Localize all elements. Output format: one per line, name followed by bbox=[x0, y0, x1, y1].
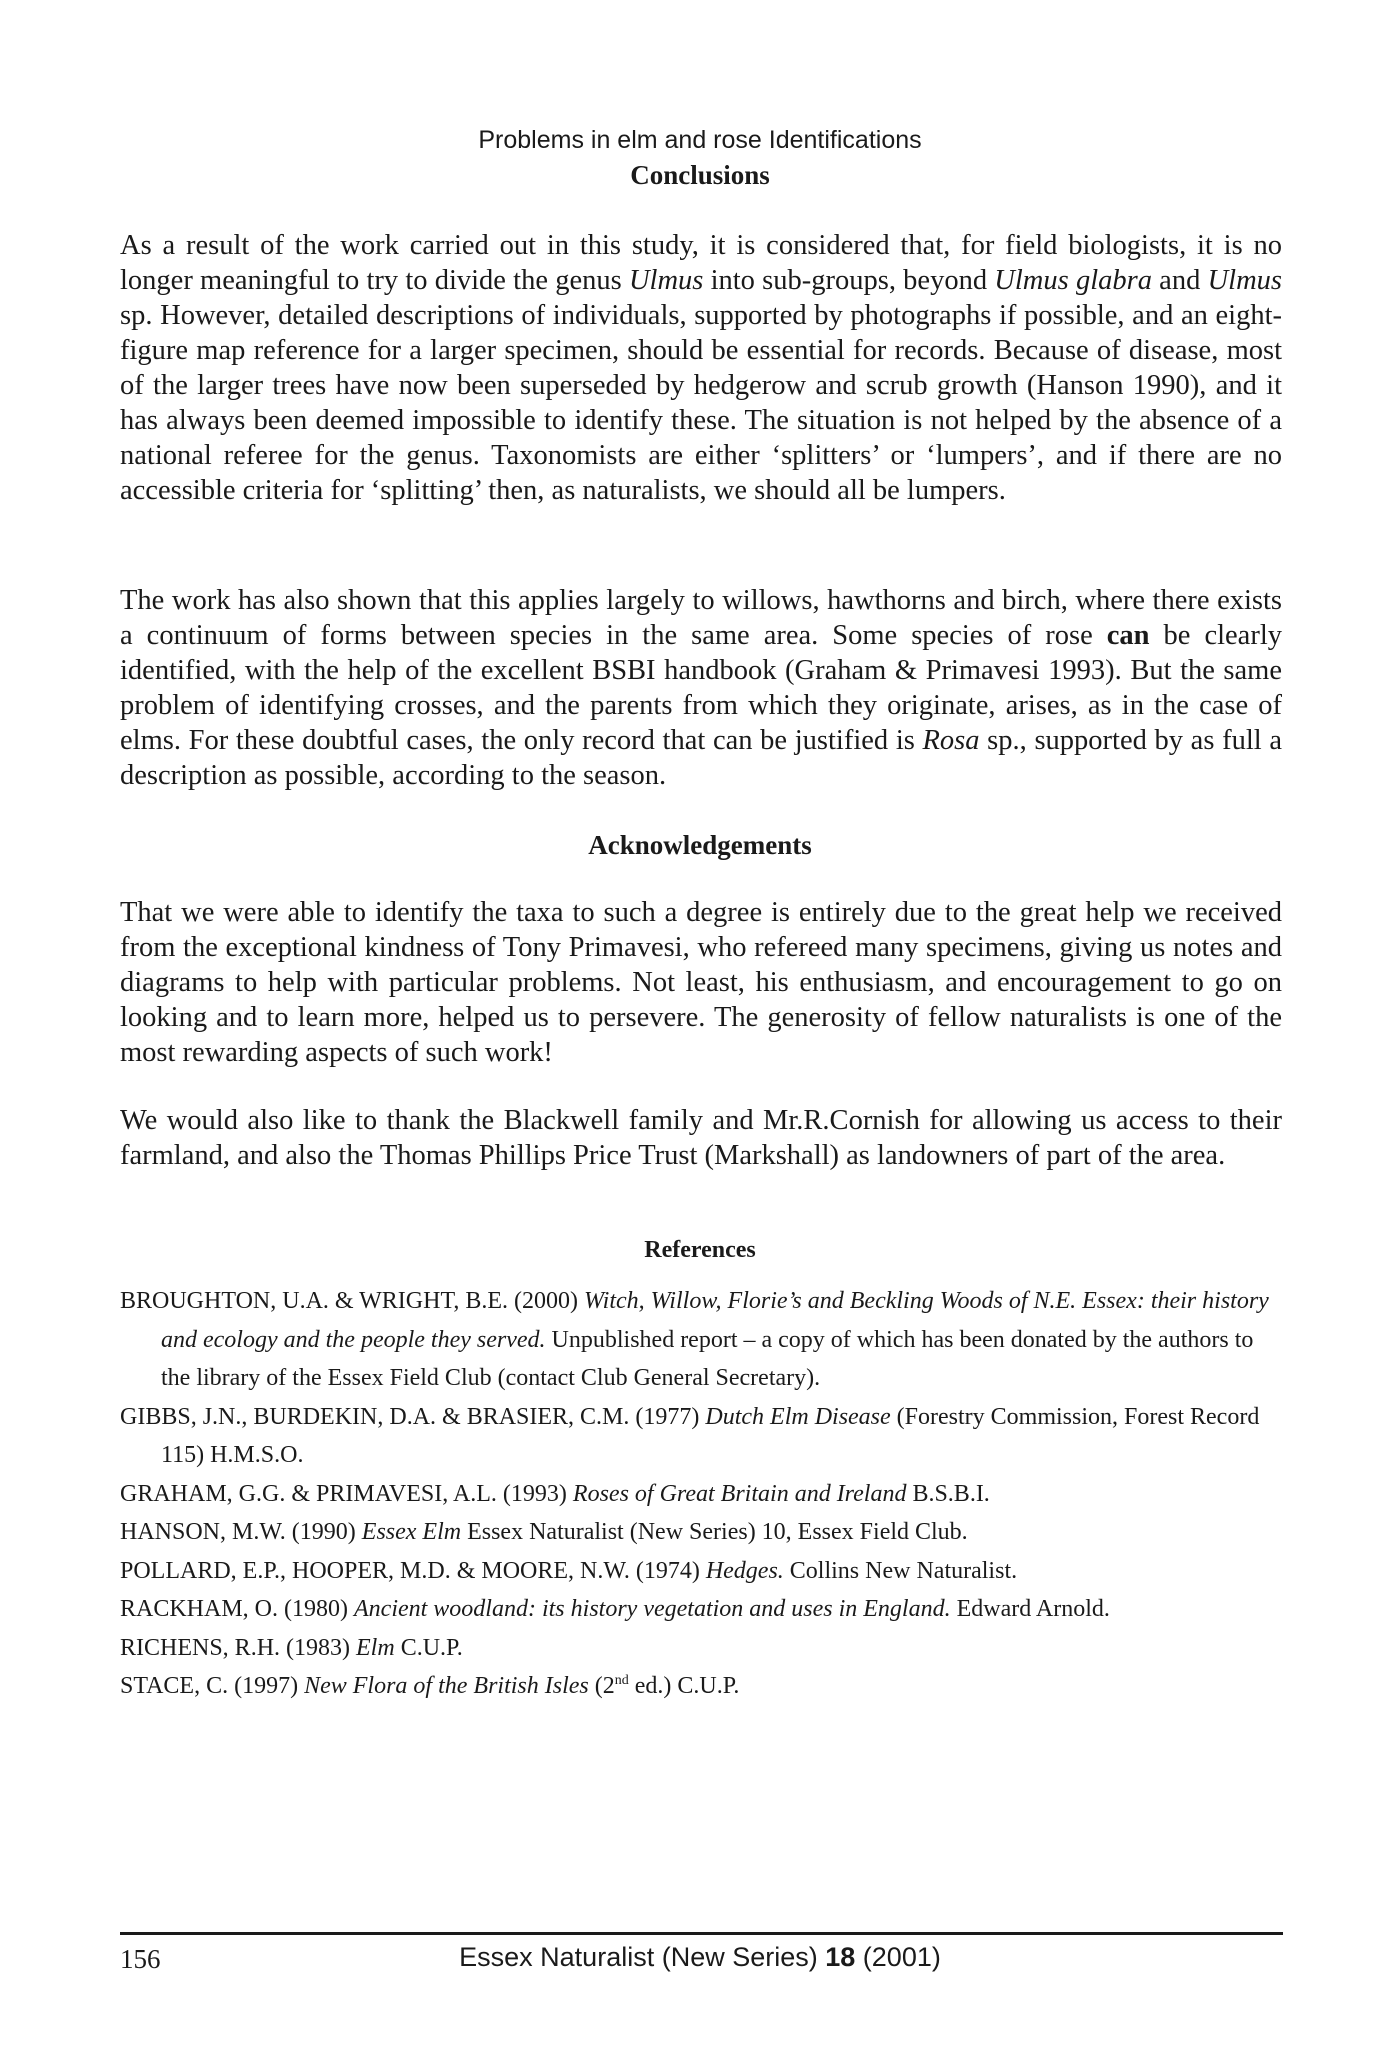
conclusions-paragraph-2: The work has also shown that this applies largely to willows, hawthorns and birch, where there exists a continuum of forms between species in the same area. Some species of rose can be clearly identified, with the help of the excellent BSBI handbook (Graham & Primavesi 1993). But the same problem of identifying crosses, and the parents from which they originate, arises, as in the case of elms. For these doubtful cases, the only record that can be justified is Rosa sp., supported by as full a description as possible, according to the season. bbox=[120, 585, 1282, 791]
reference-item: HANSON, M.W. (1990) Essex Elm Essex Naturalist (New Series) 10, Essex Field Club. bbox=[120, 1519, 968, 1545]
journal-citation: Essex Naturalist (New Series) 18 (2001) bbox=[459, 1942, 941, 1972]
section-heading-conclusions: Conclusions bbox=[630, 160, 770, 190]
page-number: 156 bbox=[120, 1944, 161, 1974]
running-head: Problems in elm and rose Identifications bbox=[478, 126, 922, 154]
section-heading-acknowledgements: Acknowledgements bbox=[588, 830, 812, 860]
acknowledgements-paragraph-1: That we were able to identify the taxa to such a degree is entirely due to the great help we received from the exceptional kindness of Tony Primavesi, who refereed many specimens, giving us notes and diagrams to help with particular problems. Not least, his enthusiasm, and encouragement to go on looking and to learn more, helped us to persevere. The generosity of fellow naturalists is one of the most rewarding aspects of such work! bbox=[120, 897, 1282, 1068]
reference-item: BROUGHTON, U.A. & WRIGHT, B.E. (2000) Witch, Willow, Florie’s and Beckling Woods of N.E. Essex: their history and ecology and the people they served. Unpublished report – a copy of which has been donated by the authors to the library of the Essex Field Club (contact Club General Secretary). bbox=[120, 1288, 1269, 1391]
footer-rule bbox=[120, 1932, 1283, 1935]
reference-item: STACE, C. (1997) New Flora of the British Isles (2nd ed.) C.U.P. bbox=[120, 1673, 740, 1699]
reference-item: RACKHAM, O. (1980) Ancient woodland: its history vegetation and uses in England. Edward Arnold. bbox=[120, 1596, 1110, 1622]
conclusions-paragraph-1: As a result of the work carried out in this study, it is considered that, for field biologists, it is no longer meaningful to try to divide the genus Ulmus into sub-groups, beyond Ulmus glabra and Ulmus sp. However, detailed descriptions of individuals, supported by photographs if possible, and an eight-figure map reference for a larger specimen, should be essential for records. Because of disease, most of the larger trees have now been superseded by hedgerow and scrub growth (Hanson 1990), and it has always been deemed impossible to identify these. The situation is not helped by the absence of a national referee for the genus. Taxonomists are either ‘splitters’ or ‘lumpers’, and if there are no accessible criteria for ‘splitting’ then, as naturalists, we should all be lumpers. bbox=[120, 230, 1282, 506]
reference-item: GRAHAM, G.G. & PRIMAVESI, A.L. (1993) Roses of Great Britain and Ireland B.S.B.I. bbox=[120, 1480, 990, 1507]
reference-item: POLLARD, E.P., HOOPER, M.D. & MOORE, N.W. (1974) Hedges. Collins New Naturalist. bbox=[120, 1557, 1018, 1584]
reference-list bbox=[120, 1282, 1285, 1706]
section-heading-references: References bbox=[644, 1237, 756, 1263]
acknowledgements-paragraph-2: We would also like to thank the Blackwell family and Mr.R.Cornish for allowing us access to their farmland, and also the Thomas Phillips Price Trust (Markshall) as landowners of part of the area. bbox=[120, 1105, 1282, 1171]
reference-item: GIBBS, J.N., BURDEKIN, D.A. & BRASIER, C.M. (1977) Dutch Elm Disease (Forestry Commission, Forest Record 115) H.M.S.O. bbox=[120, 1403, 1260, 1468]
reference-item: RICHENS, R.H. (1983) Elm C.U.P. bbox=[120, 1634, 463, 1661]
